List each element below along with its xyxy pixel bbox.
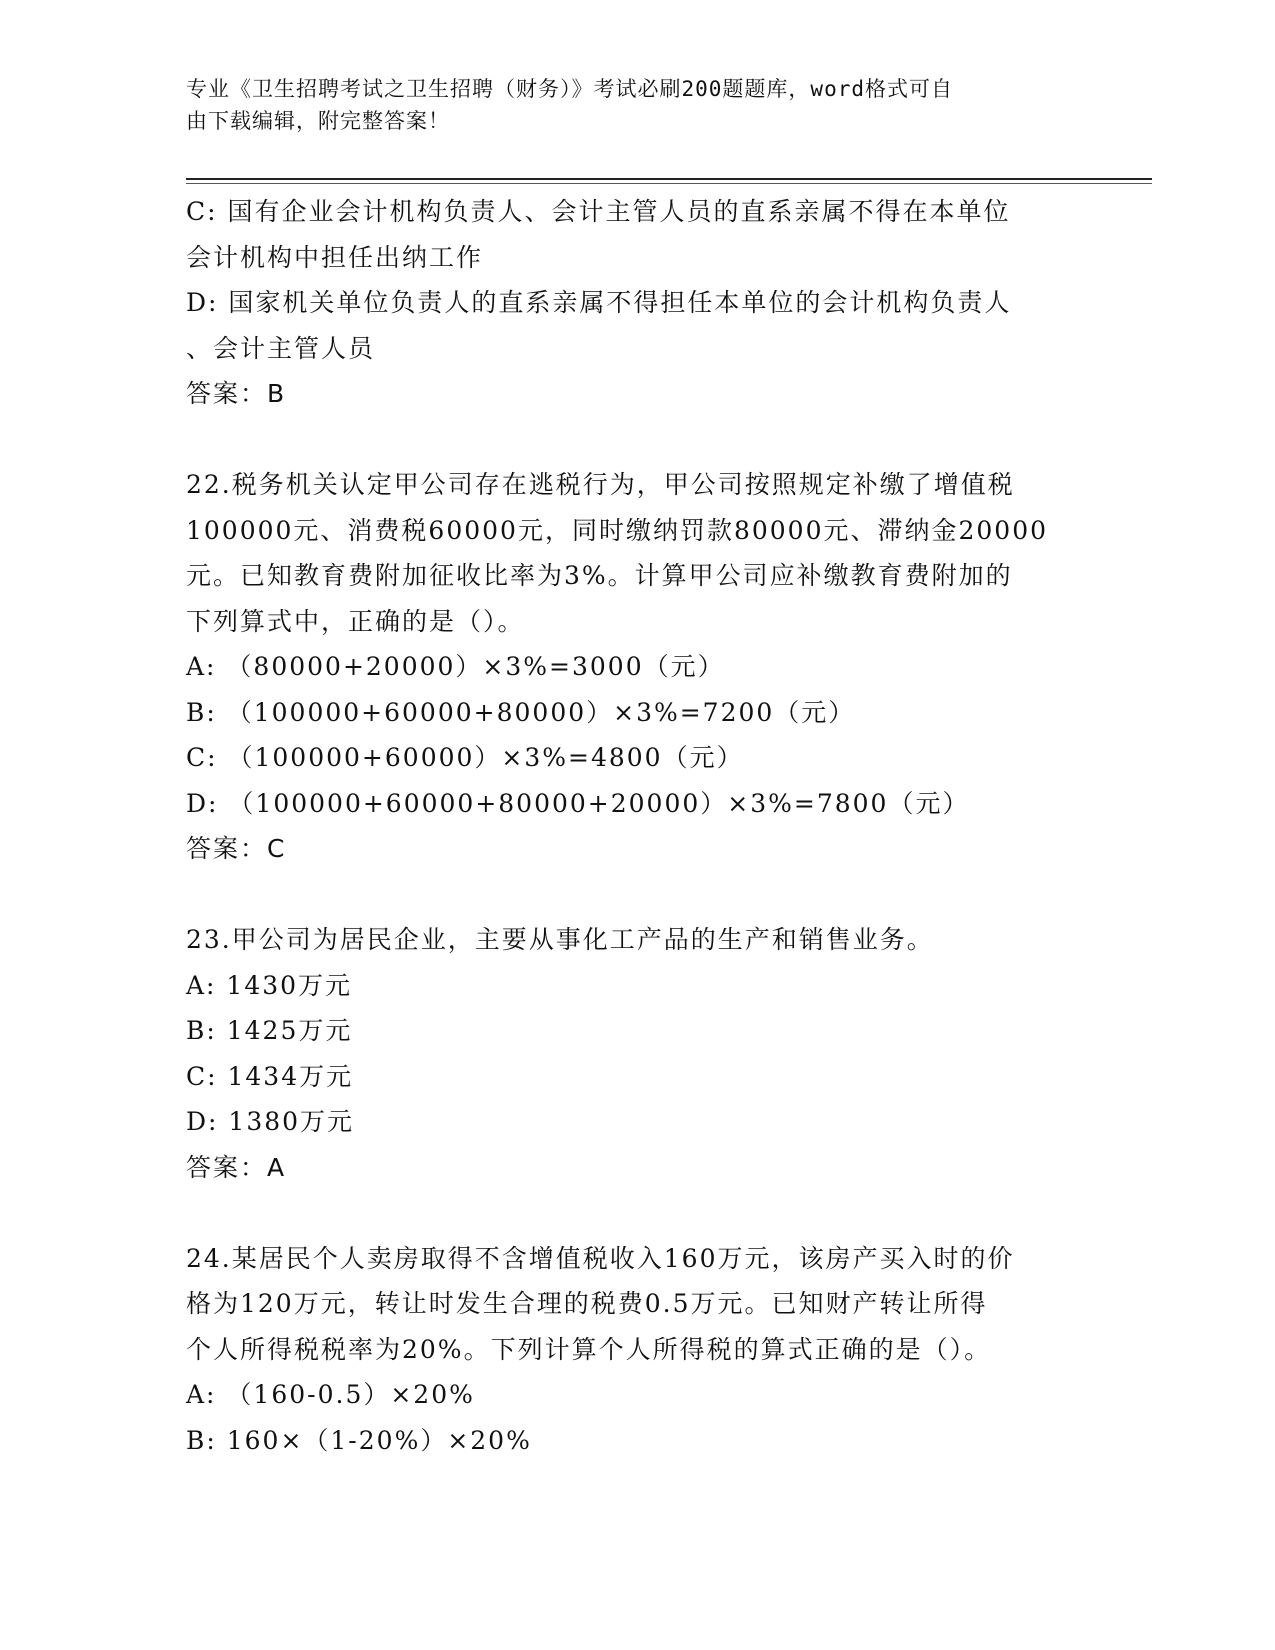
q24-option-a: A: （160-0.5）×20% xyxy=(186,1380,475,1409)
q22-option-b: B: （100000+60000+80000）×3%=7200（元） xyxy=(186,697,856,727)
q24-stem-line-3: 个人所得税税率为20%。下列计算个人所得税的算式正确的是（）。 xyxy=(186,1334,992,1364)
q24-stem-line-2: 格为120万元，转让时发生合理的税费0.5万元。已知财产转让所得 xyxy=(186,1289,988,1318)
q21-option-c-line-2: 会计机构中担任出纳工作 xyxy=(186,242,484,272)
spacer xyxy=(186,417,1076,463)
document-header xyxy=(186,73,1066,137)
q21-option-d-line-2: 、会计主管人员 xyxy=(186,333,376,363)
question-23 xyxy=(186,917,1076,1190)
q23-stem-line-1: 23.甲公司为居民企业，主要从事化工产品的生产和销售业务。 xyxy=(186,925,934,954)
q22-stem-line-4: 下列算式中，正确的是（）。 xyxy=(186,606,525,636)
q21-option-c-line-1: C: 国有企业会计机构负责人、会计主管人员的直系亲属不得在本单位 xyxy=(186,197,1011,226)
q22-stem-line-1: 22.税务机关认定甲公司存在逃税行为，甲公司按照规定补缴了增值税 xyxy=(186,470,1015,499)
q22-answer: 答案：C xyxy=(186,834,287,863)
q23-option-a: A: 1430万元 xyxy=(186,970,353,1000)
header-line-1: 专业《卫生招聘考试之卫生招聘（财务）》考试必刷200题题库，word格式可自 xyxy=(186,77,953,101)
q21-option-d-line-1: D: 国家机关单位负责人的直系亲属不得担任本单位的会计机构负责人 xyxy=(186,288,1012,317)
q22-option-c: C: （100000+60000）×3%=4800（元） xyxy=(186,743,744,772)
header-divider-thin xyxy=(186,183,1152,184)
question-22 xyxy=(186,462,1076,872)
header-line-2: 由下载编辑，附完整答案！ xyxy=(186,109,450,133)
q22-stem-line-3: 元。已知教育费附加征收比率为3%。计算甲公司应补缴教育费附加的 xyxy=(186,561,1013,590)
q21-answer: 答案：B xyxy=(186,379,287,408)
q24-option-b: B: 160×（1-20%）×20% xyxy=(186,1425,532,1455)
document-body xyxy=(186,189,1076,1463)
q23-option-b: B: 1425万元 xyxy=(186,1016,353,1045)
question-24 xyxy=(186,1236,1076,1464)
q24-stem-line-1: 24.某居民个人卖房取得不含增值税收入160万元，该房产买入时的价 xyxy=(186,1243,1015,1273)
question-21 xyxy=(186,189,1076,417)
spacer xyxy=(186,1190,1076,1236)
spacer xyxy=(186,872,1076,918)
q23-option-c: C: 1434万元 xyxy=(186,1061,354,1091)
q22-stem-line-2: 100000元、消费税60000元，同时缴纳罚款80000元、滞纳金20000 xyxy=(186,515,1049,545)
header-divider-thick xyxy=(186,178,1152,180)
q22-option-a: A: （80000+20000）×3%=3000（元） xyxy=(186,652,725,681)
q23-answer: 答案：A xyxy=(186,1152,287,1182)
q23-option-d: D: 1380万元 xyxy=(186,1107,355,1136)
q22-option-d: D: （100000+60000+80000+20000）×3%=7800（元） xyxy=(186,788,970,818)
